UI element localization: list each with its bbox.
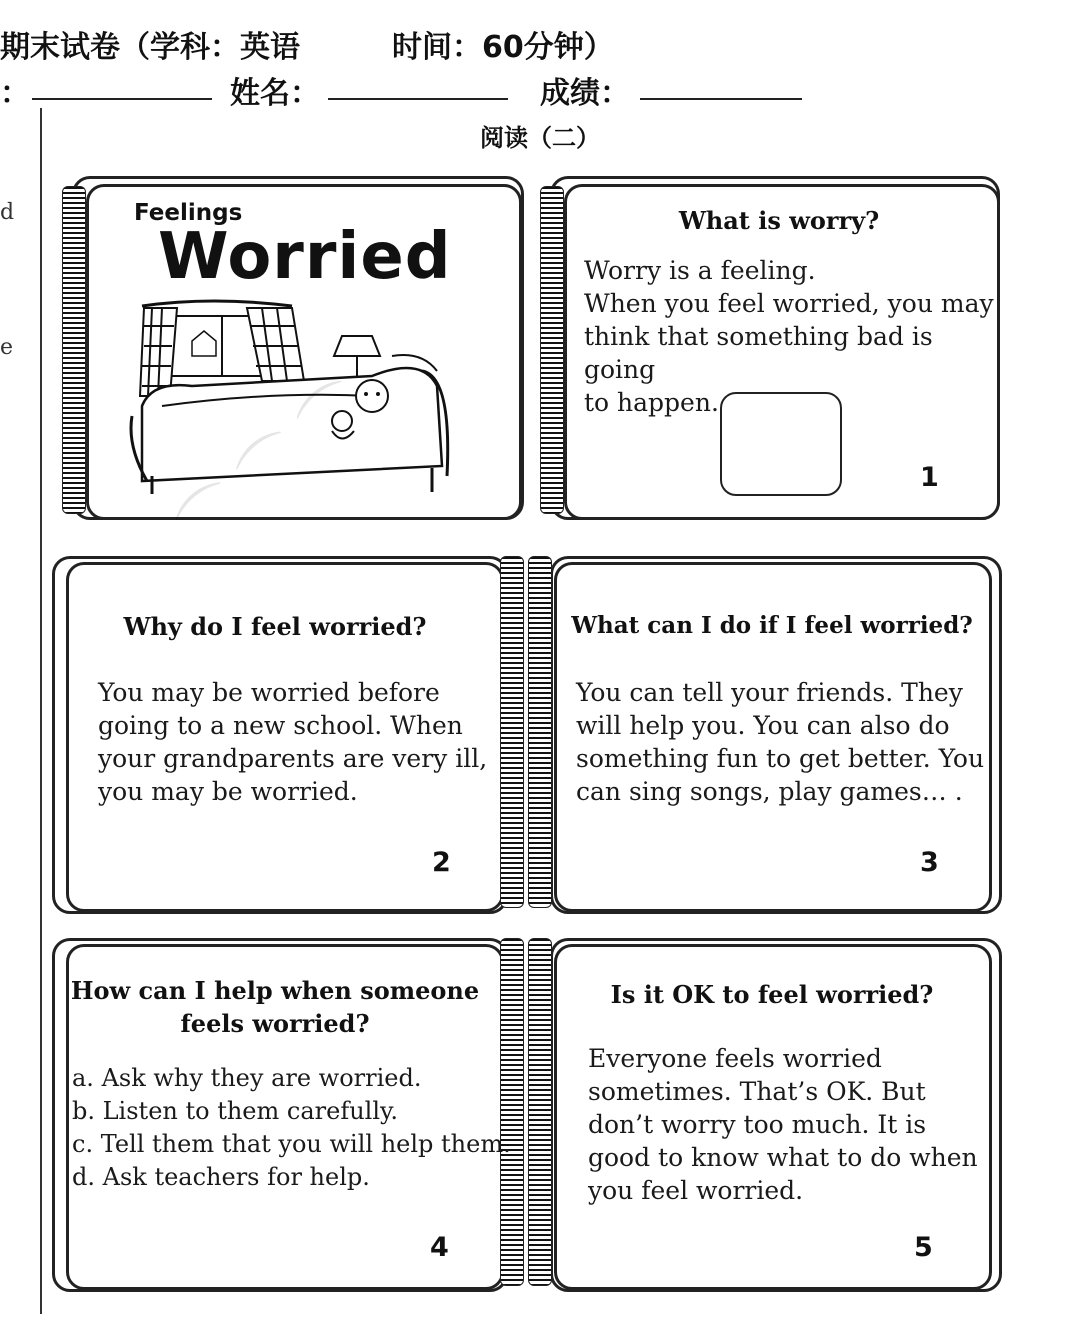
card-body: You can tell your friends. They will help you. You can also do something fun to get better. You can sing songs, play games… . bbox=[576, 678, 985, 806]
exam-title: 期末试卷（学科：英语 bbox=[0, 30, 300, 65]
spiral-binding bbox=[528, 556, 552, 908]
cover-card bbox=[62, 176, 528, 524]
page-number: 3 bbox=[920, 847, 939, 878]
list-item: d. Ask teachers for help. bbox=[72, 1163, 370, 1191]
card-title: What can I do if I feel worried? bbox=[571, 612, 973, 639]
card-body bbox=[72, 1062, 511, 1194]
spiral-binding bbox=[540, 186, 564, 514]
card-body: You may be worried before going to a new school. When your grandparents are very ill, you may be worried. bbox=[98, 678, 488, 806]
name-label: 姓名： bbox=[230, 76, 320, 111]
page-number: 1 bbox=[920, 462, 939, 493]
spiral-binding bbox=[62, 186, 86, 514]
list-item: a. Ask why they are worried. bbox=[72, 1064, 422, 1092]
name-blank[interactable] bbox=[328, 98, 508, 100]
page-number: 4 bbox=[430, 1232, 449, 1263]
score-blank[interactable] bbox=[640, 98, 802, 100]
page-number: 5 bbox=[914, 1232, 933, 1263]
list-item: b. Listen to them carefully. bbox=[72, 1097, 399, 1125]
card-5 bbox=[528, 934, 1000, 1292]
bedroom-illustration bbox=[122, 296, 462, 496]
card-title: How can I help when someone feels worried? bbox=[70, 976, 480, 1038]
class-label: ： bbox=[0, 76, 30, 111]
card-body: Worry is a feeling. When you feel worried, you may think that something bad is going to happen. bbox=[584, 256, 994, 417]
card-title: Why do I feel worried? bbox=[123, 612, 427, 641]
section-title: 阅读（二） bbox=[480, 124, 600, 152]
card-title: Is it OK to feel worried? bbox=[610, 980, 934, 1009]
page-number: 2 bbox=[432, 847, 451, 878]
exam-time: 时间：60分钟） bbox=[392, 30, 614, 65]
class-blank[interactable] bbox=[32, 98, 212, 100]
card-3 bbox=[528, 552, 1000, 914]
cover-small-title: Feelings bbox=[134, 200, 243, 226]
spiral-binding bbox=[528, 938, 552, 1286]
card-4 bbox=[52, 934, 524, 1292]
margin-text: e bbox=[0, 335, 14, 360]
answer-box[interactable] bbox=[720, 392, 842, 496]
card-2 bbox=[52, 552, 524, 914]
score-label: 成绩： bbox=[540, 76, 630, 111]
margin-text: d bbox=[0, 200, 15, 225]
cover-big-title: Worried bbox=[158, 220, 452, 294]
spiral-binding bbox=[500, 556, 524, 908]
card-1 bbox=[540, 176, 1004, 524]
margin-rule bbox=[40, 108, 42, 1314]
list-item: c. Tell them that you will help them. bbox=[72, 1130, 511, 1158]
card-body: Everyone feels worried sometimes. That’s OK. But don’t worry too much. It is good to know what to do when you feel worried. bbox=[588, 1044, 978, 1205]
card-title: What is worry? bbox=[678, 206, 880, 235]
